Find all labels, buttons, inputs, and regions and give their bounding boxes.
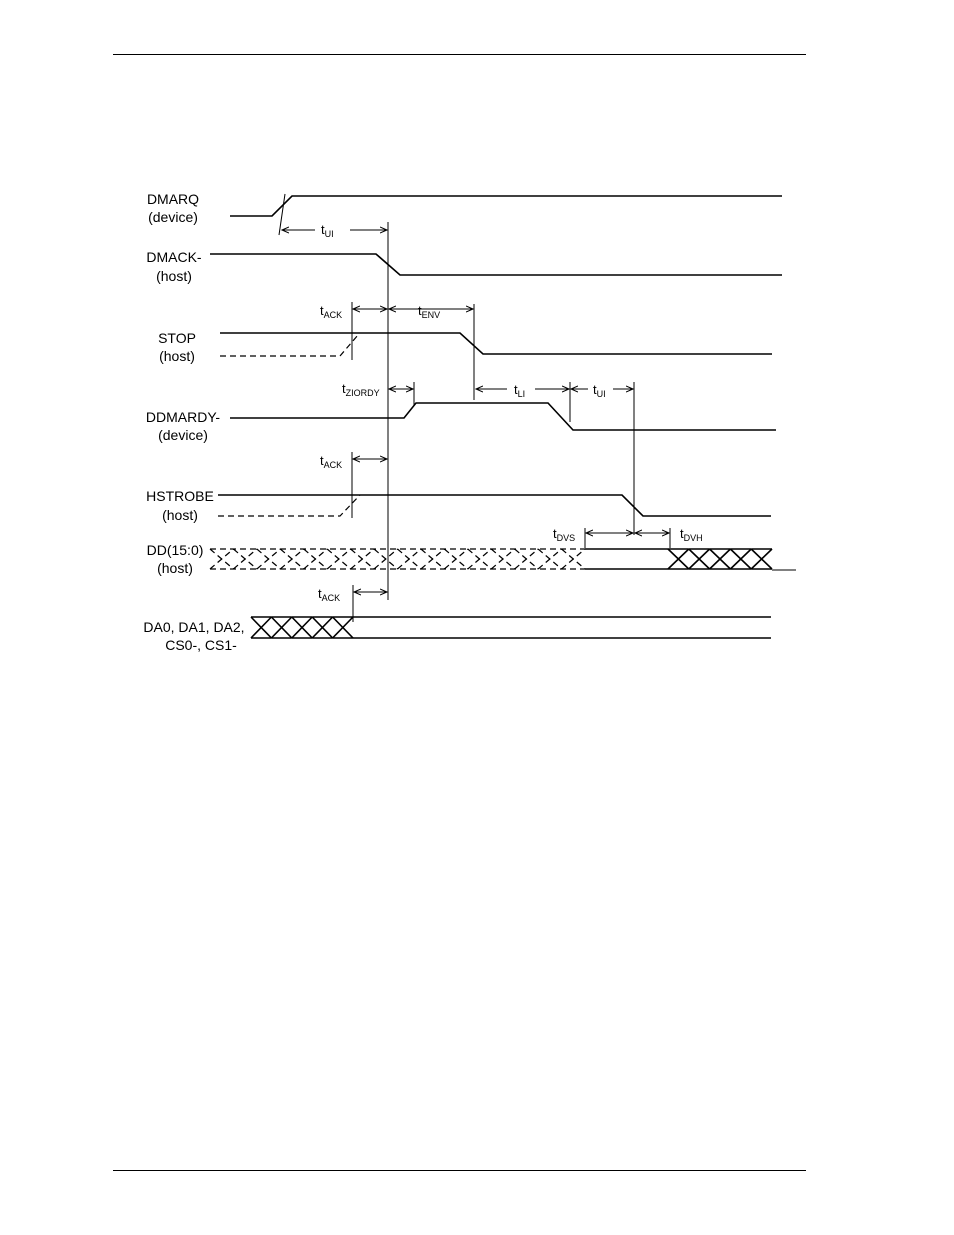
wave-hstrobe-dashed (218, 495, 360, 516)
wave-dmack (210, 254, 782, 275)
signal-labels (143, 191, 244, 653)
wave-stop-dashed (220, 335, 358, 356)
label-hstrobe: HSTROBE (146, 488, 214, 504)
timing-t-dvs: $t_{DVS}$ (553, 526, 576, 543)
label-stop: STOP (158, 330, 196, 346)
timing-t-ui-2: $t_{UI}$ (593, 382, 606, 399)
label-da: DA0, DA1, DA2, (143, 619, 245, 635)
label-dd: DD(15:0) (146, 542, 204, 558)
timing-t-ack-2: $t_{ACK}$ (320, 453, 343, 470)
timing-t-li: $t_{LI}$ (514, 382, 526, 399)
label-dmarq-sub: (device) (148, 209, 198, 225)
label-ddmardy-sub: (device) (158, 427, 208, 443)
wave-dd-bus (210, 549, 796, 570)
label-dmack-sub: (host) (156, 268, 192, 284)
label-dmack: DMACK- (146, 249, 202, 265)
label-dmarq: DMARQ (146, 191, 200, 207)
tick-dmarq (279, 194, 285, 235)
wave-da-bus (251, 617, 771, 638)
wave-stop (220, 333, 772, 354)
timing-t-dvh: $t_{DVH}$ (680, 526, 703, 543)
timing-t-ziordy: $t_{ZIORDY}$ (342, 381, 380, 398)
label-stop-sub: (host) (159, 348, 195, 364)
wave-dmarq (230, 196, 782, 216)
label-dd-sub: (host) (157, 560, 193, 576)
wave-ddmardy (230, 403, 776, 430)
timing-t-env: $t_{ENV}$ (418, 303, 441, 320)
timing-t-ack-3: $t_{ACK}$ (318, 586, 341, 603)
label-hstrobe-sub: (host) (162, 507, 198, 523)
timing-t-ui-1: $t_{UI}$ (321, 222, 334, 239)
label-ddmardy: DDMARDY- (145, 409, 221, 425)
label-da-sub: CS0-, CS1- (165, 637, 237, 653)
timing-t-ack-1: $t_{ACK}$ (320, 303, 343, 320)
wave-hstrobe (218, 495, 771, 516)
